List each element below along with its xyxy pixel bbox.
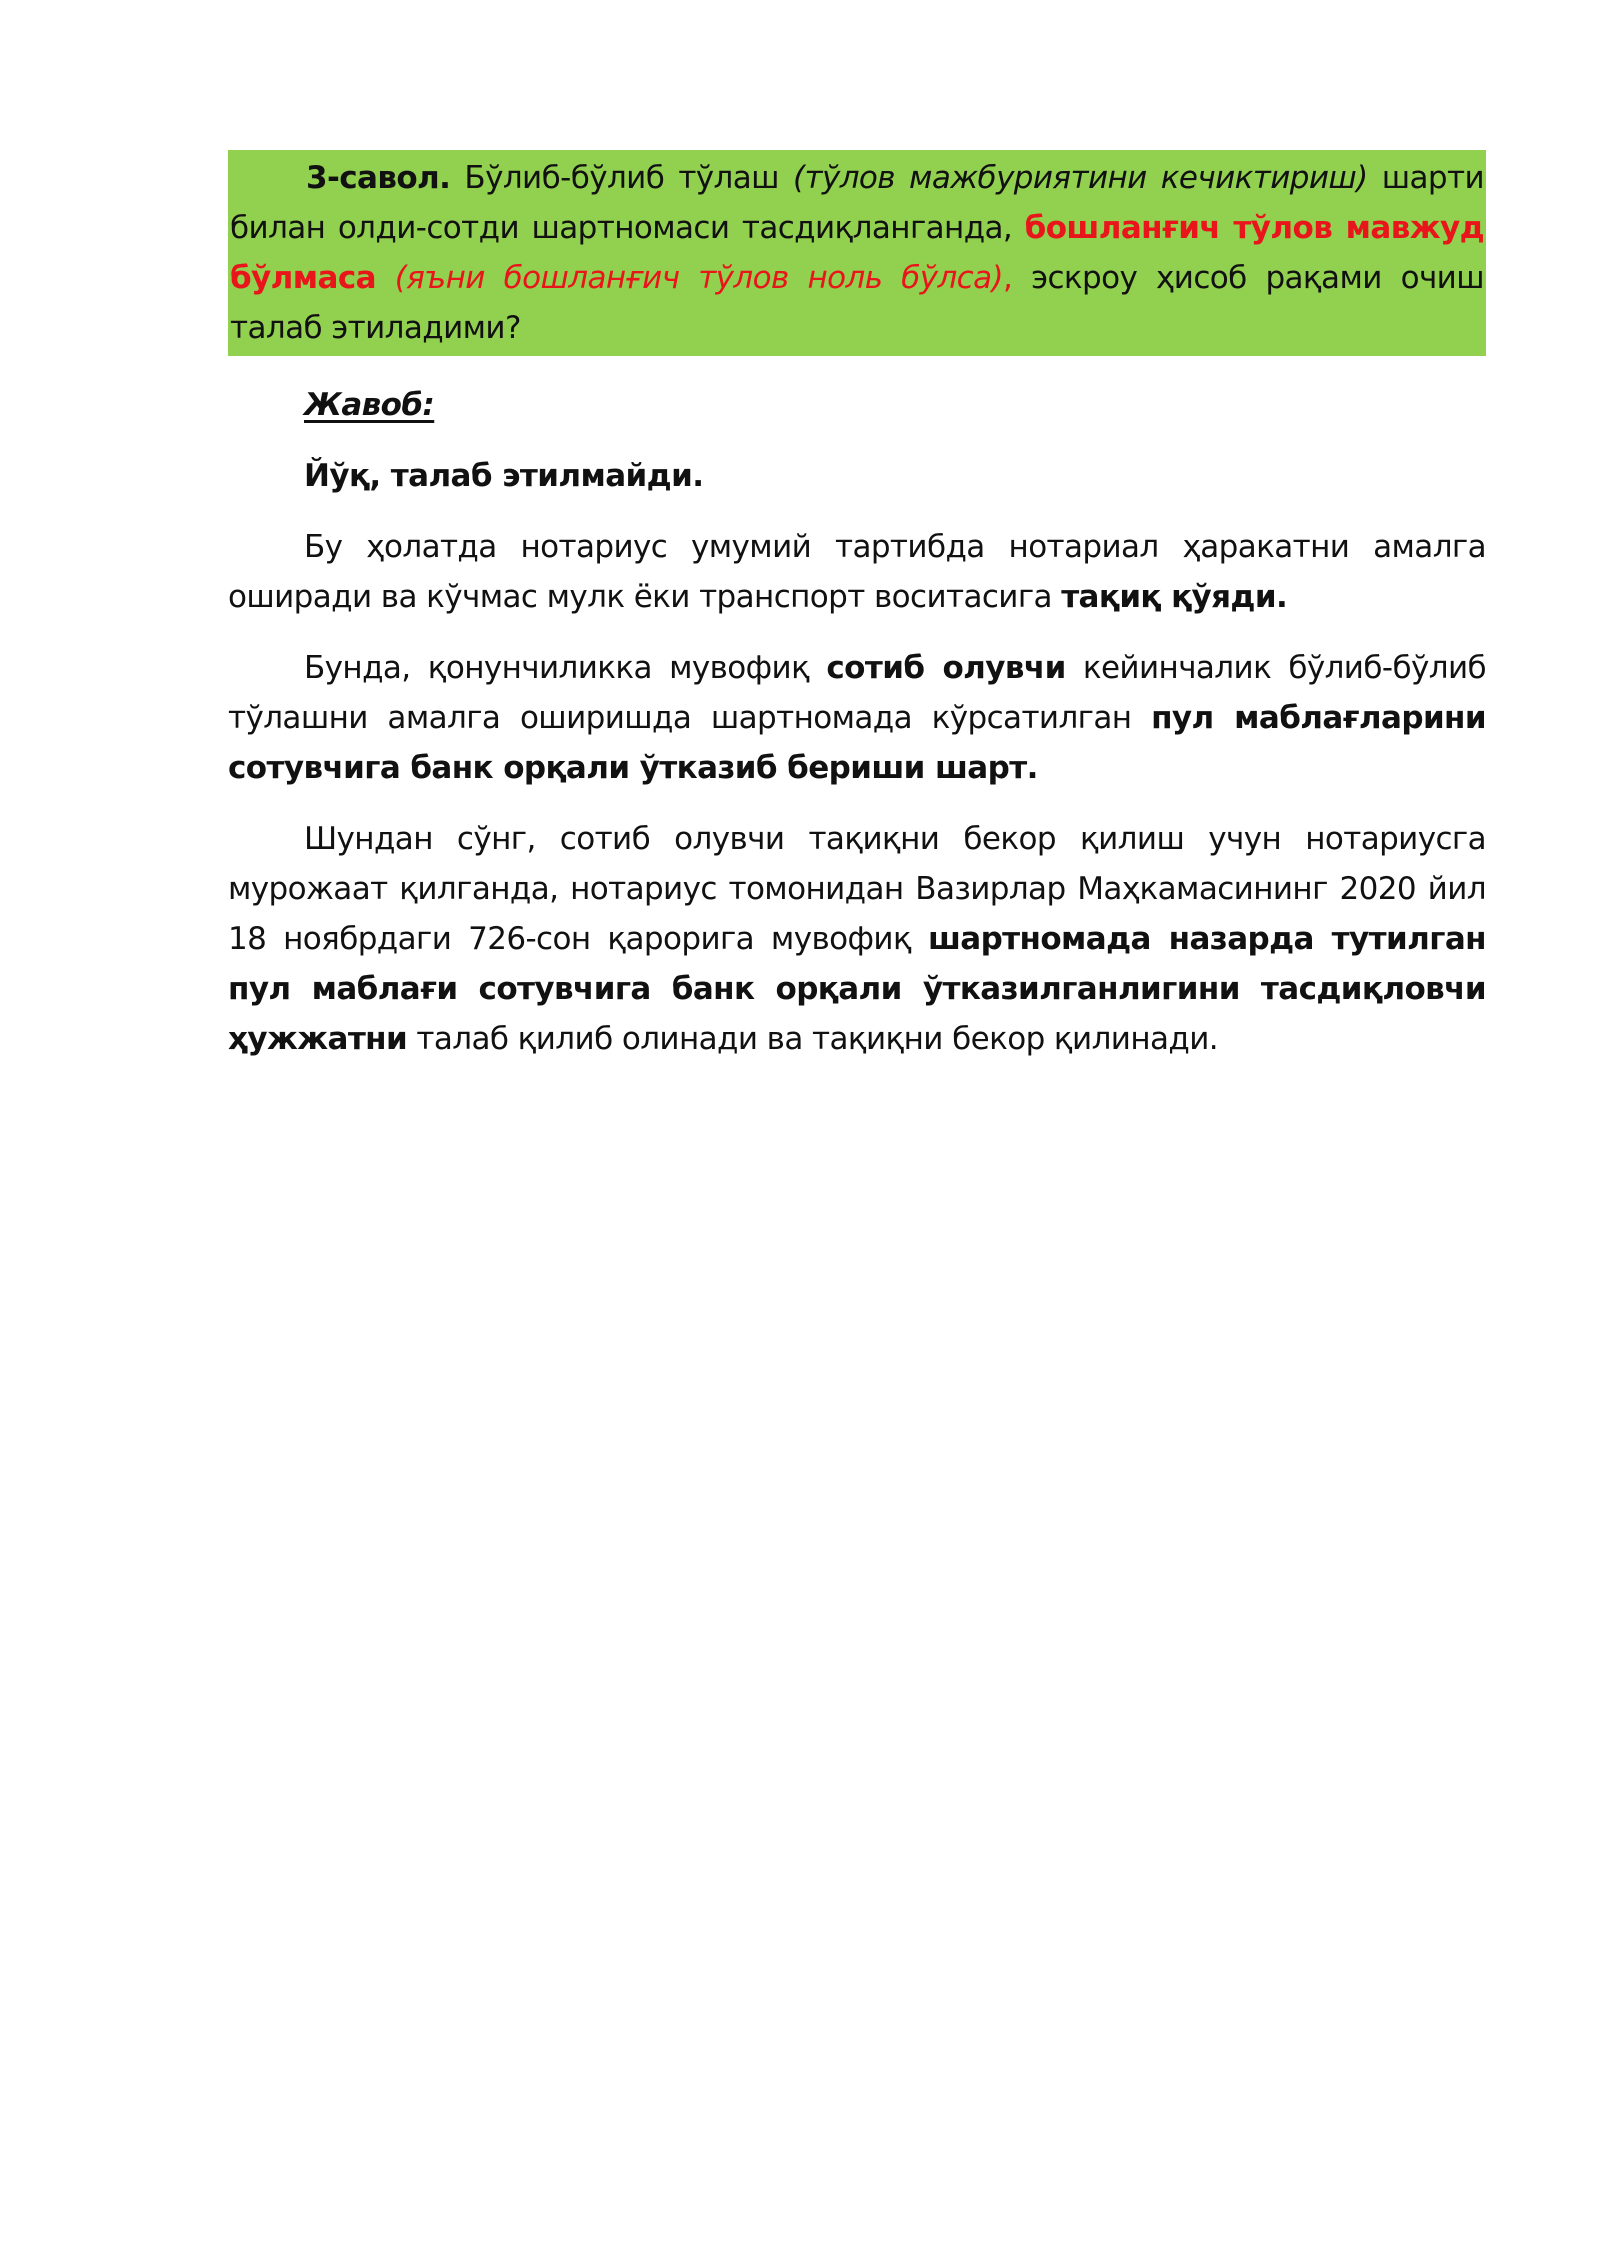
answer-short: Йўқ, талаб этилмайди. [304,458,704,494]
question-paragraph [228,150,1486,356]
document-page [228,150,1486,1085]
paragraph-1-bold: тақиқ қўяди. [1061,579,1288,615]
question-label: 3-савол. [306,160,451,196]
answer-label: Жавоб: [304,387,435,423]
paragraph-2-text-1: Бунда, қонунчиликка мувофиқ [304,650,827,686]
paragraph-2-bold-1: сотиб олувчи [826,650,1066,686]
paragraph-1-text: Бу ҳолатда нотариус умумий тартибда нотариал ҳаракатни амалга оширади ва кўчмас мулк ёки транспорт воситасига [228,529,1486,615]
paragraph-3-text-2: талаб қилиб олинади ва тақиқни бекор қилинади. [407,1021,1219,1057]
question-red-bold: бошланғич тўлов мавжуд бўлмаса [230,210,1485,296]
question-text-1: Бўлиб-бўлиб тўлаш [450,160,793,196]
paragraph-3-text-1: Шундан сўнг, сотиб олувчи тақиқни бекор қилиш учун нотариусга мурожаат қилганда, нотариус томонидан Вазирлар Маҳкамасининг 2020 йил 18 ноябрдаги 726-сон қарорига мувофиқ [228,821,1486,957]
paragraph-2-text-2: кейинчалик бўлиб-бўлиб тўлашни амалга оширишда шартномада кўрсатилган [228,650,1487,736]
question-italic-1: (тўлов мажбуриятини кечиктириш) [793,160,1368,196]
question-red-italic: (яъни бошланғич тўлов ноль бўлса) [375,260,1003,296]
question-text-3: эскроу ҳисоб рақами очиш талаб этиладими? [230,260,1484,346]
paragraph-2-bold-2: пул маблағларини сотувчига банк орқали ўтказиб бериши шарт. [228,700,1487,786]
question-text-2: шарти билан олди-сотди шартномаси тасдиқланганда, [230,160,1485,246]
question-red-comma: , [1003,260,1013,296]
paragraph-2 [228,643,1486,793]
answer-label-paragraph [228,380,1486,430]
paragraph-1 [228,522,1486,622]
paragraph-3-bold-1: шартномада назарда тутилган пул маблағи сотувчига банк орқали ўтказилганлигини тасдиқловчи ҳужжатни [228,921,1486,1057]
paragraph-3 [228,814,1486,1064]
